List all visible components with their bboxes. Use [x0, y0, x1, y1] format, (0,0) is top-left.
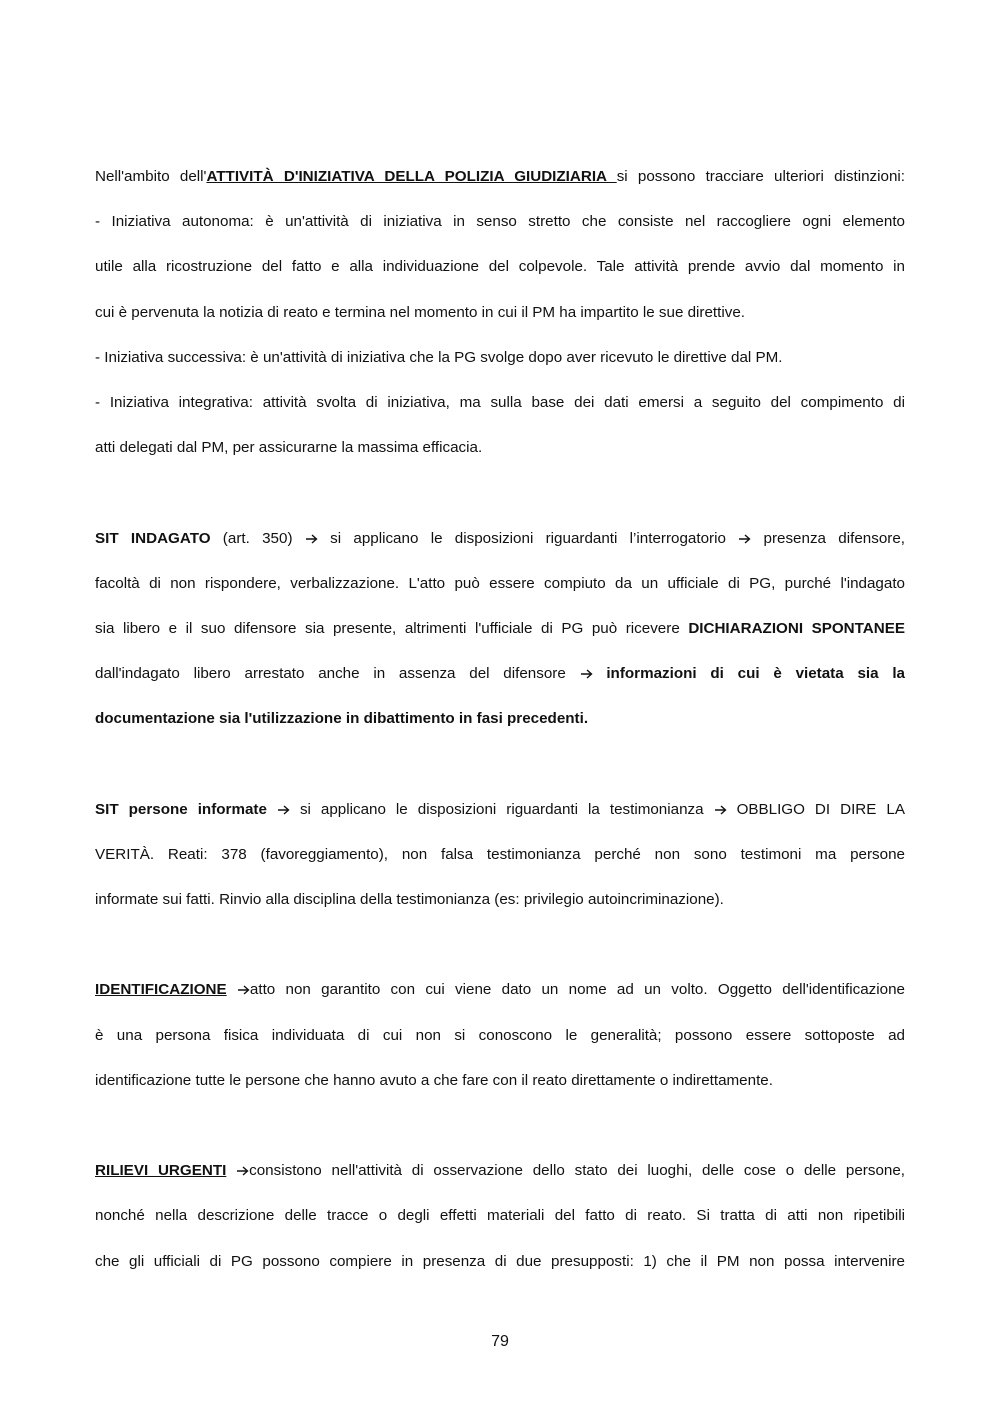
heading-sit-persone-informate: SIT persone informate	[95, 800, 267, 818]
right-arrow-icon	[714, 805, 727, 815]
right-arrow-icon	[580, 669, 593, 679]
right-arrow-icon	[738, 534, 751, 544]
body-text: si applicano le disposizioni riguardanti l’interrogatorio	[317, 529, 739, 547]
bold-text: documentazione sia l'utilizzazione in dibattimento in fasi precedenti.	[95, 710, 589, 728]
sit-indagato-line-3	[95, 606, 905, 651]
paragraph-gap	[95, 1103, 905, 1148]
right-arrow-icon	[305, 534, 318, 544]
bold-text: informazioni di cui è vietata sia la	[592, 665, 906, 683]
intro-line-2: - Iniziativa autonoma: è un'attività di iniziativa in senso stretto che consiste nel raccogliere ogni elemento	[95, 213, 905, 231]
body-text: sia libero e il suo difensore sia presente, altrimenti l'ufficiale di PG può ricevere	[95, 619, 689, 637]
body-text: OBBLIGO DI DIRE LA	[726, 800, 905, 818]
intro-line-3: utile alla ricostruzione del fatto e alla individuazione del colpevole. Tale attività prende avvio dal momento in	[95, 258, 905, 276]
heading-identificazione: IDENTIFICAZIONE	[95, 981, 227, 999]
paragraph-gap	[95, 741, 905, 786]
heading-sit-indagato: SIT INDAGATO	[95, 529, 211, 547]
sit-indagato-line-5	[95, 696, 905, 741]
paragraph-gap	[95, 922, 905, 967]
right-arrow-icon	[236, 1166, 249, 1176]
sit-indagato-line-1	[95, 516, 905, 561]
right-arrow-icon	[237, 985, 250, 995]
intro-line-7: atti delegati dal PM, per assicurarne la massima efficacia.	[95, 439, 483, 457]
bold-dichiarazioni-spontanee: DICHIARAZIONI SPONTANEE	[688, 619, 905, 637]
heading-attivita-iniziativa: ATTIVITÀ D'INIZIATIVA DELLA POLIZIA GIUDIZIARIA	[206, 168, 617, 185]
identificazione-line-3: identificazione tutte le persone che hanno avuto a che fare con il reato direttamente o indirettamente.	[95, 1071, 773, 1089]
body-text: si applicano le disposizioni riguardanti la testimonianza	[289, 800, 714, 818]
identificazione-line-1	[95, 967, 905, 1012]
intro-text: Nell'ambito dell'	[95, 168, 207, 185]
rilievi-line-2: nonché nella descrizione delle tracce o degli effetti materiali del fatto di reato. Si tratta di atti non ripetibili	[95, 1207, 905, 1225]
intro-line-1	[95, 154, 905, 199]
sit-indagato-line-4	[95, 651, 905, 696]
body-text: presenza difensore,	[751, 529, 905, 547]
intro-text: si possono tracciare ulteriori distinzioni:	[616, 168, 905, 185]
body-text: consistono nell'attività di osservazione dello stato dei luoghi, delle cose o delle persone,	[249, 1162, 905, 1180]
intro-line-5: - Iniziativa successiva: è un'attività di iniziativa che la PG svolge dopo aver ricevuto le direttive dal PM.	[95, 348, 783, 366]
rilievi-line-3: che gli ufficiali di PG possono compiere in presenza di due presupposti: 1) che il PM non possa intervenire	[95, 1252, 905, 1270]
heading-rilievi-urgenti: RILIEVI URGENTI	[95, 1162, 227, 1180]
sit-persone-line-1	[95, 787, 905, 832]
sit-persone-line-3: informate sui fatti. Rinvio alla disciplina della testimonianza (es: privilegio autoincriminazione).	[95, 891, 724, 908]
rilievi-line-1	[95, 1148, 905, 1193]
body-text: atto non garantito con cui viene dato un nome ad un volto. Oggetto dell'identificazione	[249, 981, 905, 999]
sit-persone-line-2: VERITÀ. Reati: 378 (favoreggiamento), non falsa testimonianza perché non sono testimoni ma persone	[95, 845, 905, 863]
page-number: 79	[491, 1333, 509, 1350]
paragraph-gap	[95, 470, 905, 515]
sit-indagato-line-2: facoltà di non rispondere, verbalizzazione. L'atto può essere compiuto da un ufficiale di PG, purché l'indagato	[95, 574, 905, 592]
document-body	[95, 154, 905, 1284]
body-text: dall'indagato libero arrestato anche in assenza del difensore	[95, 665, 580, 683]
intro-line-4: cui è pervenuta la notizia di reato e termina nel momento in cui il PM ha impartito le sue direttive.	[95, 303, 746, 321]
identificazione-line-2: è una persona fisica individuata di cui non si conoscono le generalità; possono essere sottoposte ad	[95, 1026, 905, 1044]
body-text: (art. 350)	[210, 529, 305, 547]
intro-line-6: - Iniziativa integrativa: attività svolta di iniziativa, ma sulla base dei dati emersi a seguito del compimento di	[95, 393, 905, 411]
right-arrow-icon	[277, 805, 290, 815]
